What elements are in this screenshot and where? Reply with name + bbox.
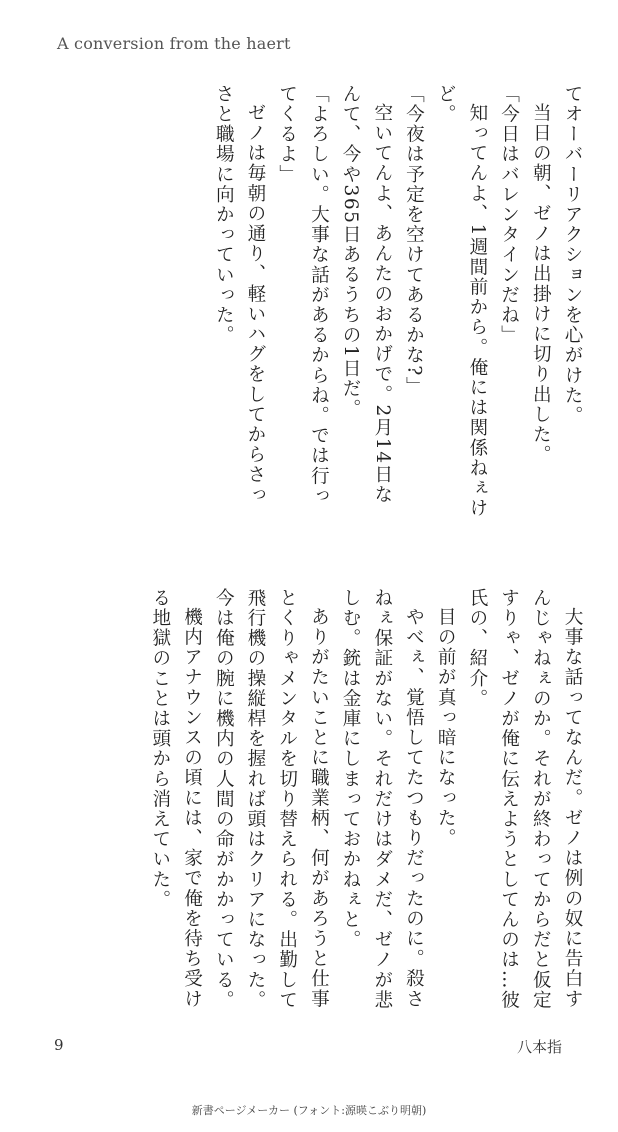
paragraph: 空いてんよ、あんたのおかげで。2月14日なんて、今や365日あるうちの1日だ。 (340, 84, 393, 505)
dialogue-line: 「今日はバレンタインだね」 (498, 84, 520, 346)
paragraph: 目の前が真っ暗になった。 (435, 606, 457, 848)
top-text-block (98, 84, 588, 520)
paragraph: ありがたいことに職業柄、何があろうと仕事とくりゃメンタルを切り替えられる。出勤して飛行機の操縦桿を握れば頭はクリアになった。今は俺の腕に機内の人間の命がかかっている。 (213, 588, 330, 1011)
paragraph: ゼノは毎朝の通り、軽いハグをしてからさっさと職場に向かっていった。 (213, 84, 266, 505)
generator-credit: 新書ページメーカー (フォント:源暎こぶり明朝) (191, 1104, 427, 1117)
dialogue-line: 「よろしい。大事な話があるからね。では行ってくるよ」 (276, 84, 330, 507)
paragraph: 知ってんよ、1週間前から。俺には関係ねぇけど。 (435, 84, 488, 518)
paragraph: 大事な話ってなんだ。ゼノは例の奴に告白すんじゃねぇのか。それが終わってからだと仮定すりゃ、ゼノが俺に伝えようとしてんのは…彼氏の、紹介。 (466, 588, 583, 1011)
paragraph: てオーバーリアクションを心がけた。 (562, 84, 583, 426)
dialogue-line: 「今夜は予定を空けてあるかな?」 (403, 84, 425, 397)
bottom-text-block (118, 588, 588, 1024)
paragraph: 機内アナウンスの頃には、家で俺を待ち受ける地獄のことは頭から消えていた。 (149, 588, 203, 1009)
author-name: 八本指 (516, 1038, 562, 1056)
paragraph: 当日の朝、ゼノは出掛けに切り出した。 (530, 102, 552, 465)
page-number: 9 (54, 1036, 64, 1054)
book-title-header: A conversion from the haert (57, 34, 291, 53)
paragraph: やべぇ、覚悟してたつもりだったのに。殺さねぇ保証がない。それだけはダメだ、ゼノが悲しむ。銃は金庫にしまっておかねぇと。 (340, 588, 425, 1011)
